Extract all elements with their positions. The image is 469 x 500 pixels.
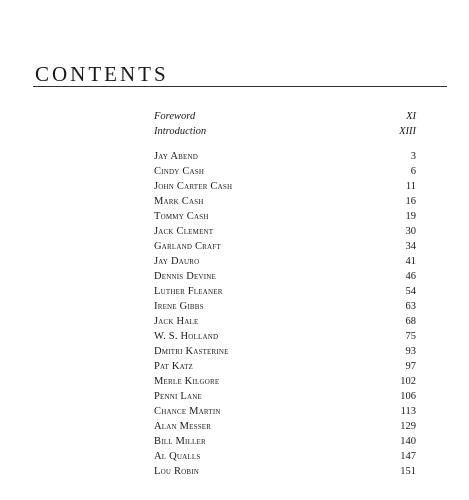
toc-entry[interactable] (154, 254, 416, 269)
toc-entry[interactable] (154, 164, 416, 179)
toc-entry-page: 54 (405, 286, 416, 297)
heading-rule (33, 86, 447, 87)
toc-entry-page: 34 (405, 241, 416, 252)
toc-entry-title: Lou Robin (154, 466, 200, 477)
toc-entry-page: 102 (400, 376, 416, 387)
toc-entry-page: 151 (400, 466, 416, 477)
toc-entry-title: Mark Cash (154, 196, 204, 207)
toc-entry-page: XIII (399, 126, 416, 137)
toc-entry-title: Luther Fleaner (154, 286, 223, 297)
toc-entry-title: Alan Messer (154, 421, 212, 432)
toc-entry-title: Tommy Cash (154, 211, 209, 222)
toc-entry-title: Jay Dauro (154, 256, 200, 267)
toc-entry[interactable] (154, 149, 416, 164)
toc-entry[interactable] (154, 344, 416, 359)
toc-entry-title: Jack Clement (154, 226, 214, 237)
toc-entry-page: 30 (405, 226, 416, 237)
toc-entry-title: Dennis Devine (154, 271, 216, 282)
toc-entry[interactable] (154, 194, 416, 209)
toc-entry-page: 113 (400, 406, 416, 417)
toc-entry[interactable] (154, 284, 416, 299)
toc-entry-page: 46 (405, 271, 416, 282)
contributor-list (154, 149, 416, 479)
table-of-contents (154, 109, 416, 479)
toc-entry-title: W. S. Holland (154, 331, 219, 342)
toc-entry-title: Merle Kilgore (154, 376, 220, 387)
contents-heading: CONTENTS (35, 62, 169, 86)
toc-entry-page: 140 (400, 436, 416, 447)
toc-entry-page: 3 (410, 151, 416, 162)
toc-entry-page: 147 (400, 451, 416, 462)
toc-entry-page: 68 (405, 316, 416, 327)
toc-entry-page: 97 (405, 361, 416, 372)
toc-entry[interactable] (154, 434, 416, 449)
toc-entry-page: XI (406, 111, 416, 122)
toc-entry-foreword[interactable] (154, 109, 416, 124)
toc-entry-page: 16 (405, 196, 416, 207)
toc-entry-page: 93 (405, 346, 416, 357)
toc-entry[interactable] (154, 314, 416, 329)
toc-entry-title: Pat Katz (154, 361, 194, 372)
toc-entry-title: Foreword (154, 111, 196, 122)
section-spacer (154, 139, 416, 149)
toc-entry[interactable] (154, 209, 416, 224)
toc-entry-page: 129 (400, 421, 416, 432)
toc-entry[interactable] (154, 464, 416, 479)
toc-entry-introduction[interactable] (154, 124, 416, 139)
toc-entry-title: Jay Abend (154, 151, 199, 162)
toc-entry-title: Garland Craft (154, 241, 221, 252)
toc-entry[interactable] (154, 404, 416, 419)
toc-entry-title: Introduction (154, 126, 207, 137)
toc-entry[interactable] (154, 239, 416, 254)
front-matter-list (154, 109, 416, 139)
toc-entry-page: 41 (405, 256, 416, 267)
toc-entry[interactable] (154, 389, 416, 404)
toc-entry[interactable] (154, 419, 416, 434)
toc-entry[interactable] (154, 224, 416, 239)
toc-entry-title: Jack Hale (154, 316, 199, 327)
toc-entry-page: 6 (410, 166, 416, 177)
toc-entry-title: Cindy Cash (154, 166, 205, 177)
toc-entry[interactable] (154, 179, 416, 194)
toc-entry[interactable] (154, 359, 416, 374)
toc-entry[interactable] (154, 374, 416, 389)
toc-entry-page: 19 (405, 211, 416, 222)
toc-entry-title: Penni Lane (154, 391, 202, 402)
toc-entry-title: Chance Martin (154, 406, 221, 417)
toc-entry[interactable] (154, 449, 416, 464)
toc-entry-title: John Carter Cash (154, 181, 233, 192)
toc-entry-page: 106 (400, 391, 416, 402)
toc-entry-page: 11 (405, 181, 416, 192)
toc-entry-page: 63 (405, 301, 416, 312)
toc-entry-title: Bill Miller (154, 436, 206, 447)
toc-entry[interactable] (154, 329, 416, 344)
toc-entry[interactable] (154, 299, 416, 314)
toc-entry-title: Al Qualls (154, 451, 201, 462)
toc-entry-page: 75 (405, 331, 416, 342)
toc-entry-title: Dmitri Kasterine (154, 346, 229, 357)
toc-entry[interactable] (154, 269, 416, 284)
toc-entry-title: Irene Gibbs (154, 301, 204, 312)
